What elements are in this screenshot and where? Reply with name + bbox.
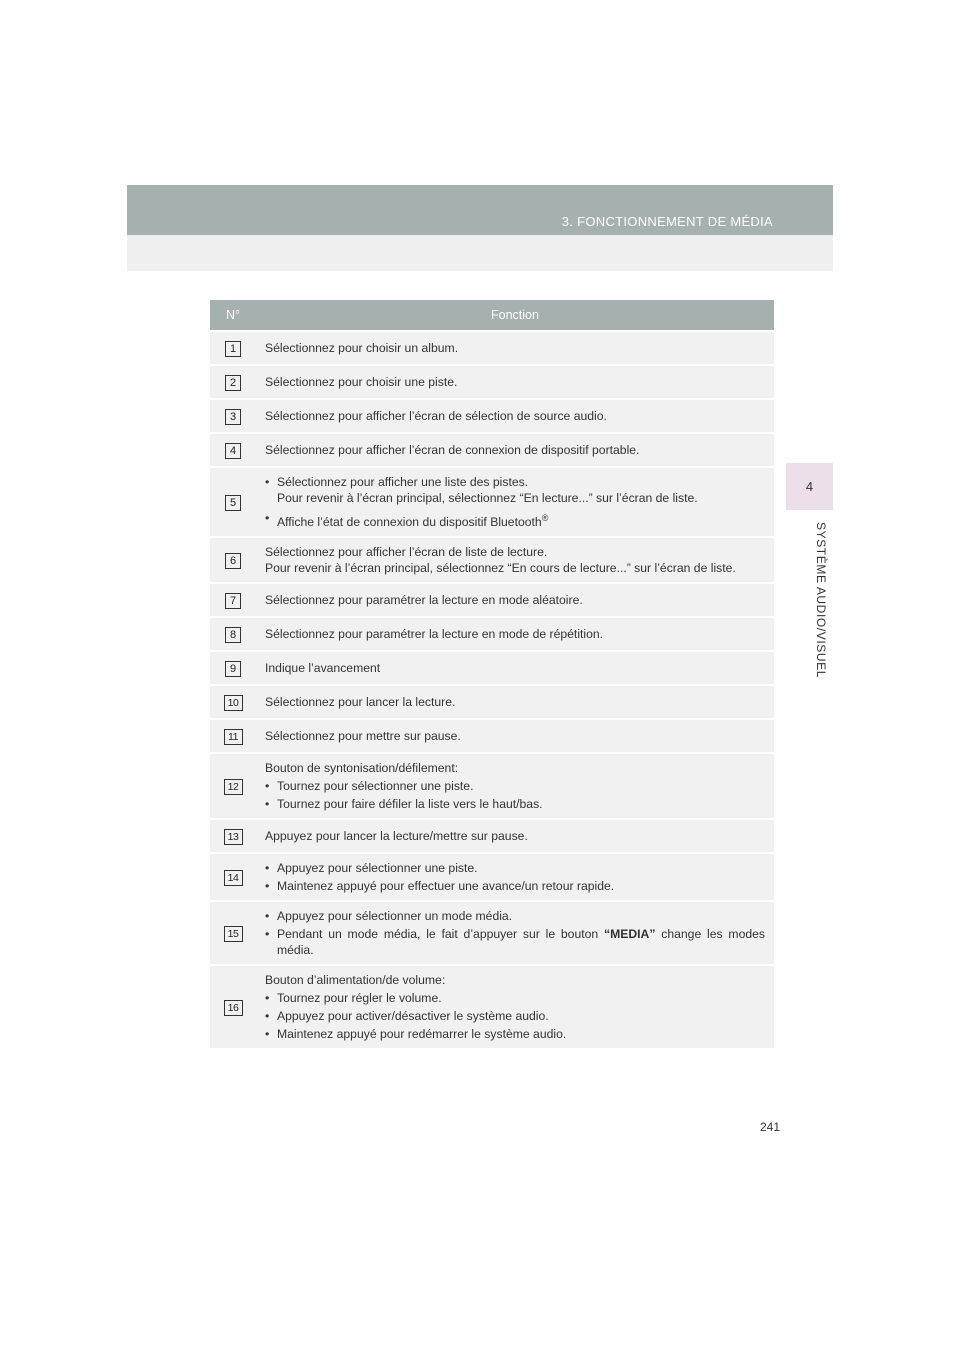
chapter-label: SYSTÈME AUDIO/VISUEL	[814, 521, 828, 679]
bullet-item: • Sélectionnez pour afficher une liste des pistes.	[265, 474, 765, 490]
table-row	[210, 754, 774, 818]
table-row	[210, 332, 774, 364]
table-row	[210, 686, 774, 718]
bullet-item: • Affiche l’état de connexion du dispositif Bluetooth®	[265, 510, 765, 530]
chapter-tab	[786, 463, 833, 510]
row-number: 16	[224, 1000, 243, 1016]
row-number: 9	[225, 661, 241, 677]
table-row	[210, 400, 774, 432]
bullet-item: • Maintenez appuyé pour redémarrer le système audio.	[265, 1026, 765, 1042]
bullet-item: • Tournez pour régler le volume.	[265, 990, 765, 1006]
row-text: Sélectionnez pour mettre sur pause.	[256, 720, 774, 752]
bullet-subtext: Pour revenir à l’écran principal, sélectionnez “En lecture...” sur l’écran de liste.	[277, 491, 698, 505]
header-no: N°	[210, 300, 256, 330]
row-number: 4	[225, 443, 241, 459]
row-number: 10	[224, 695, 243, 711]
table-row	[210, 538, 774, 582]
row-text: Sélectionnez pour paramétrer la lecture en mode de répétition.	[256, 618, 774, 650]
row-intro: Bouton de syntonisation/défilement:	[265, 761, 459, 776]
bullet-item: • Tournez pour sélectionner une piste.	[265, 778, 765, 794]
row-number: 6	[225, 553, 241, 569]
row-intro: Bouton d’alimentation/de volume:	[265, 973, 446, 988]
row-text: Appuyez pour lancer la lecture/mettre sur pause.	[256, 820, 774, 852]
row-number: 5	[225, 495, 241, 511]
bullet-item: • Appuyez pour sélectionner une piste.	[265, 860, 765, 876]
row-text: Sélectionnez pour paramétrer la lecture en mode aléatoire.	[256, 584, 774, 616]
table-row	[210, 854, 774, 900]
row-number: 15	[224, 926, 243, 942]
table-row	[210, 584, 774, 616]
table-row	[210, 820, 774, 852]
page-number: 241	[759, 1120, 780, 1134]
row-text: Sélectionnez pour choisir une piste.	[256, 366, 774, 398]
row-text-line: Pour revenir à l’écran principal, sélectionnez “En cours de lecture...” sur l’écran de liste.	[265, 561, 736, 576]
registered-mark: ®	[541, 513, 549, 523]
bullet-item: • Pendant un mode média, le fait d’appuyer sur le bouton “MEDIA” change les modes média.	[265, 926, 765, 958]
header-band	[127, 185, 833, 271]
chapter-number: 4	[805, 479, 814, 494]
row-text: Sélectionnez pour afficher l’écran de connexion de dispositif portable.	[256, 434, 774, 466]
row-number: 11	[224, 729, 243, 745]
row-number: 2	[225, 375, 241, 391]
media-button-label: “MEDIA”	[603, 927, 656, 942]
row-text: Sélectionnez pour lancer la lecture.	[256, 686, 774, 718]
row-number: 14	[224, 870, 243, 886]
row-number: 7	[225, 593, 241, 609]
function-table	[210, 298, 774, 1050]
row-number: 8	[225, 627, 241, 643]
bullet-item: • Tournez pour faire défiler la liste vers le haut/bas.	[265, 796, 765, 812]
table-row	[210, 434, 774, 466]
row-number: 3	[225, 409, 241, 425]
row-number: 13	[224, 829, 243, 845]
table-row	[210, 902, 774, 964]
bullet-item: • Maintenez appuyé pour effectuer une avance/un retour rapide.	[265, 878, 765, 894]
section-title: 3. FONCTIONNEMENT DE MÉDIA	[561, 214, 773, 229]
bullet-item: • Appuyez pour sélectionner un mode média.	[265, 908, 765, 924]
table-header-row	[210, 300, 774, 330]
row-text: Sélectionnez pour choisir un album.	[256, 332, 774, 364]
table-row	[210, 720, 774, 752]
header-bar	[127, 185, 833, 235]
bullet-item: • Appuyez pour activer/désactiver le système audio.	[265, 1008, 765, 1024]
row-text: Sélectionnez pour afficher l’écran de sélection de source audio.	[256, 400, 774, 432]
row-number: 1	[225, 341, 241, 357]
table-row	[210, 468, 774, 536]
row-text: Indique l’avancement	[256, 652, 774, 684]
row-number: 12	[224, 779, 243, 795]
row-text-line: Sélectionnez pour afficher l’écran de liste de lecture.	[265, 545, 548, 560]
table-row	[210, 966, 774, 1048]
table-row	[210, 366, 774, 398]
table-row	[210, 652, 774, 684]
header-function: Fonction	[256, 300, 774, 330]
table-row	[210, 618, 774, 650]
